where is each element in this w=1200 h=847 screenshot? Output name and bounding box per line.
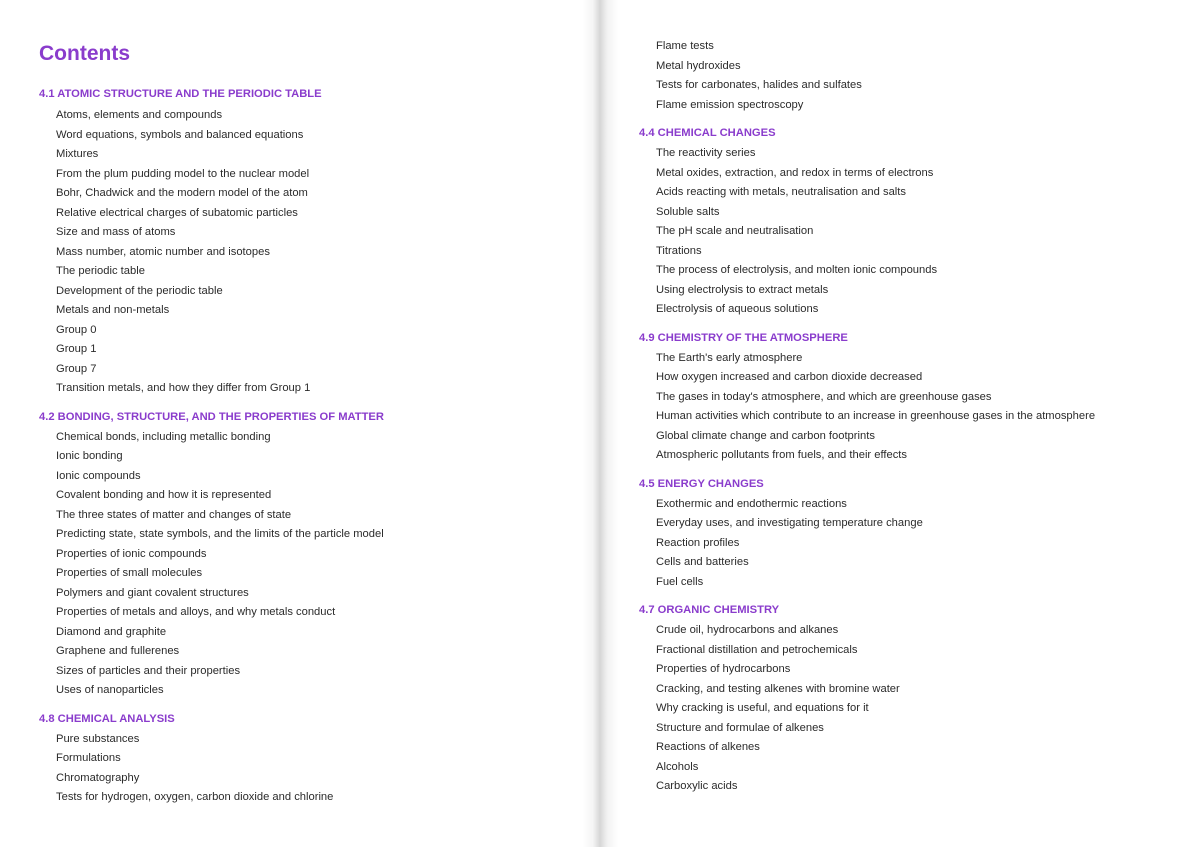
topic-item[interactable]: Bohr, Chadwick and the modern model of the atom (56, 187, 308, 199)
right-contents-column (639, 37, 1095, 797)
topic-item[interactable]: The Earth's early atmosphere (656, 351, 803, 364)
topic-item[interactable]: Metal oxides, extraction, and redox in terms of electrons (656, 166, 934, 179)
topic-item[interactable]: Flame emission spectroscopy (656, 98, 804, 111)
topic-item[interactable]: Atoms, elements and compounds (56, 109, 223, 121)
topic-item[interactable]: Carboxylic acids (656, 780, 738, 792)
topic-item[interactable]: Cells and batteries (656, 556, 749, 568)
topic-item[interactable]: Pure substances (56, 732, 140, 745)
topic-item[interactable]: Ionic bonding (56, 450, 123, 462)
contents-section (639, 123, 1095, 320)
topic-item[interactable]: Cracking, and testing alkenes with bromine water (656, 682, 900, 695)
topic-item[interactable]: Human activities which contribute to an increase in greenhouse gases in the atmosphere (656, 410, 1096, 422)
topic-item[interactable]: Structure and formulae of alkenes (656, 721, 824, 734)
section-heading[interactable]: 4.2 BONDING, STRUCTURE, AND THE PROPERTIES OF MATTER (39, 410, 384, 423)
topic-item[interactable]: Reaction profiles (656, 536, 740, 549)
topic-item[interactable]: Development of the periodic table (56, 284, 223, 297)
topic-item[interactable]: Chemical bonds, including metallic bonding (56, 430, 271, 443)
topic-item[interactable]: Why cracking is useful, and equations for it (656, 702, 869, 714)
topic-list (639, 144, 1095, 320)
topic-item[interactable]: Exothermic and endothermic reactions (656, 497, 847, 510)
contents-section (639, 600, 1095, 797)
topic-item[interactable]: Graphene and fullerenes (56, 645, 180, 657)
topic-item[interactable]: Fuel cells (656, 575, 704, 588)
topic-item[interactable]: The periodic table (56, 265, 145, 277)
section-heading[interactable]: 4.1 ATOMIC STRUCTURE AND THE PERIODIC TABLE (39, 88, 322, 100)
topic-item[interactable]: Titrations (656, 244, 702, 257)
topic-item[interactable]: The three states of matter and changes of state (56, 508, 292, 521)
topic-item[interactable]: From the plum pudding model to the nuclear model (56, 167, 310, 180)
topic-item[interactable]: Soluble salts (656, 205, 720, 218)
topic-list (39, 428, 384, 701)
topic-item[interactable]: Metal hydroxides (656, 59, 741, 72)
topic-item[interactable]: The gases in today's atmosphere, and which are greenhouse gases (656, 390, 992, 403)
topic-item[interactable]: Group 1 (56, 343, 97, 355)
contents-section (39, 709, 384, 808)
topic-item[interactable]: Atmospheric pollutants from fuels, and their effects (656, 449, 908, 461)
topic-item[interactable]: Transition metals, and how they differ from Group 1 (56, 382, 311, 394)
topic-item[interactable]: Alcohols (656, 760, 699, 773)
topic-item[interactable]: Formulations (56, 752, 121, 764)
left-contents-column (39, 84, 384, 808)
section-heading[interactable]: 4.7 ORGANIC CHEMISTRY (639, 604, 780, 616)
topic-item[interactable]: Properties of hydrocarbons (656, 663, 791, 675)
topic-item[interactable]: Word equations, symbols and balanced equations (56, 128, 304, 141)
topic-item[interactable]: Using electrolysis to extract metals (656, 283, 829, 296)
topic-item[interactable]: Mixtures (56, 148, 99, 160)
topic-item[interactable]: Covalent bonding and how it is represented (56, 489, 272, 501)
topic-item[interactable]: Flame tests (656, 40, 714, 52)
right-page (600, 0, 1200, 847)
topic-item[interactable]: Fractional distillation and petrochemicals (656, 643, 858, 656)
section-heading[interactable]: 4.9 CHEMISTRY OF THE ATMOSPHERE (639, 331, 848, 344)
contents-section (639, 474, 1095, 593)
topic-item[interactable]: Group 7 (56, 362, 97, 375)
topic-list (639, 621, 1095, 797)
contents-section (39, 407, 384, 701)
topic-list (39, 105, 384, 399)
topic-list (39, 730, 384, 808)
left-page (0, 0, 590, 847)
topic-item[interactable]: Properties of ionic compounds (56, 547, 207, 560)
topic-item[interactable]: Properties of metals and alloys, and why metals conduct (56, 606, 336, 618)
topic-item[interactable]: How oxygen increased and carbon dioxide decreased (656, 371, 923, 383)
topic-item[interactable]: Global climate change and carbon footprints (656, 429, 875, 442)
topic-item[interactable]: Uses of nanoparticles (56, 684, 164, 696)
section-heading[interactable]: 4.5 ENERGY CHANGES (639, 477, 764, 490)
topic-item[interactable]: Tests for carbonates, halides and sulfates (656, 79, 862, 91)
topic-item[interactable]: Tests for hydrogen, oxygen, carbon dioxide and chlorine (56, 791, 334, 803)
topic-item[interactable]: Reactions of alkenes (656, 741, 760, 753)
topic-item[interactable]: The process of electrolysis, and molten ionic compounds (656, 264, 938, 276)
topic-item[interactable]: Chromatography (56, 771, 140, 784)
topic-item[interactable]: Acids reacting with metals, neutralisation and salts (656, 186, 906, 198)
topic-item[interactable]: Mass number, atomic number and isotopes (56, 245, 270, 258)
topic-item[interactable]: Ionic compounds (56, 469, 141, 482)
topic-item[interactable]: The reactivity series (656, 147, 756, 159)
topic-item[interactable]: Relative electrical charges of subatomic particles (56, 206, 298, 219)
section-heading[interactable]: 4.4 CHEMICAL CHANGES (639, 127, 776, 139)
topic-item[interactable]: Size and mass of atoms (56, 226, 176, 238)
contents-section (639, 328, 1095, 466)
topic-item[interactable]: The pH scale and neutralisation (656, 225, 814, 237)
topic-item[interactable]: Metals and non-metals (56, 304, 170, 316)
page-title: Contents (39, 42, 130, 65)
topic-list (639, 495, 1095, 593)
topic-list (639, 349, 1095, 466)
topic-item[interactable]: Sizes of particles and their properties (56, 664, 241, 677)
topic-item[interactable]: Diamond and graphite (56, 625, 167, 638)
section-heading[interactable]: 4.8 CHEMICAL ANALYSIS (39, 712, 175, 725)
continued-topic-list (639, 37, 1095, 115)
topic-item[interactable]: Everyday uses, and investigating temperature change (656, 517, 923, 529)
topic-item[interactable]: Electrolysis of aqueous solutions (656, 303, 819, 315)
topic-item[interactable]: Properties of small molecules (56, 567, 203, 579)
contents-section (39, 84, 384, 399)
topic-item[interactable]: Predicting state, state symbols, and the limits of the particle model (56, 528, 384, 540)
topic-item[interactable]: Polymers and giant covalent structures (56, 586, 249, 599)
topic-item[interactable]: Group 0 (56, 323, 97, 336)
topic-item[interactable]: Crude oil, hydrocarbons and alkanes (656, 624, 839, 636)
